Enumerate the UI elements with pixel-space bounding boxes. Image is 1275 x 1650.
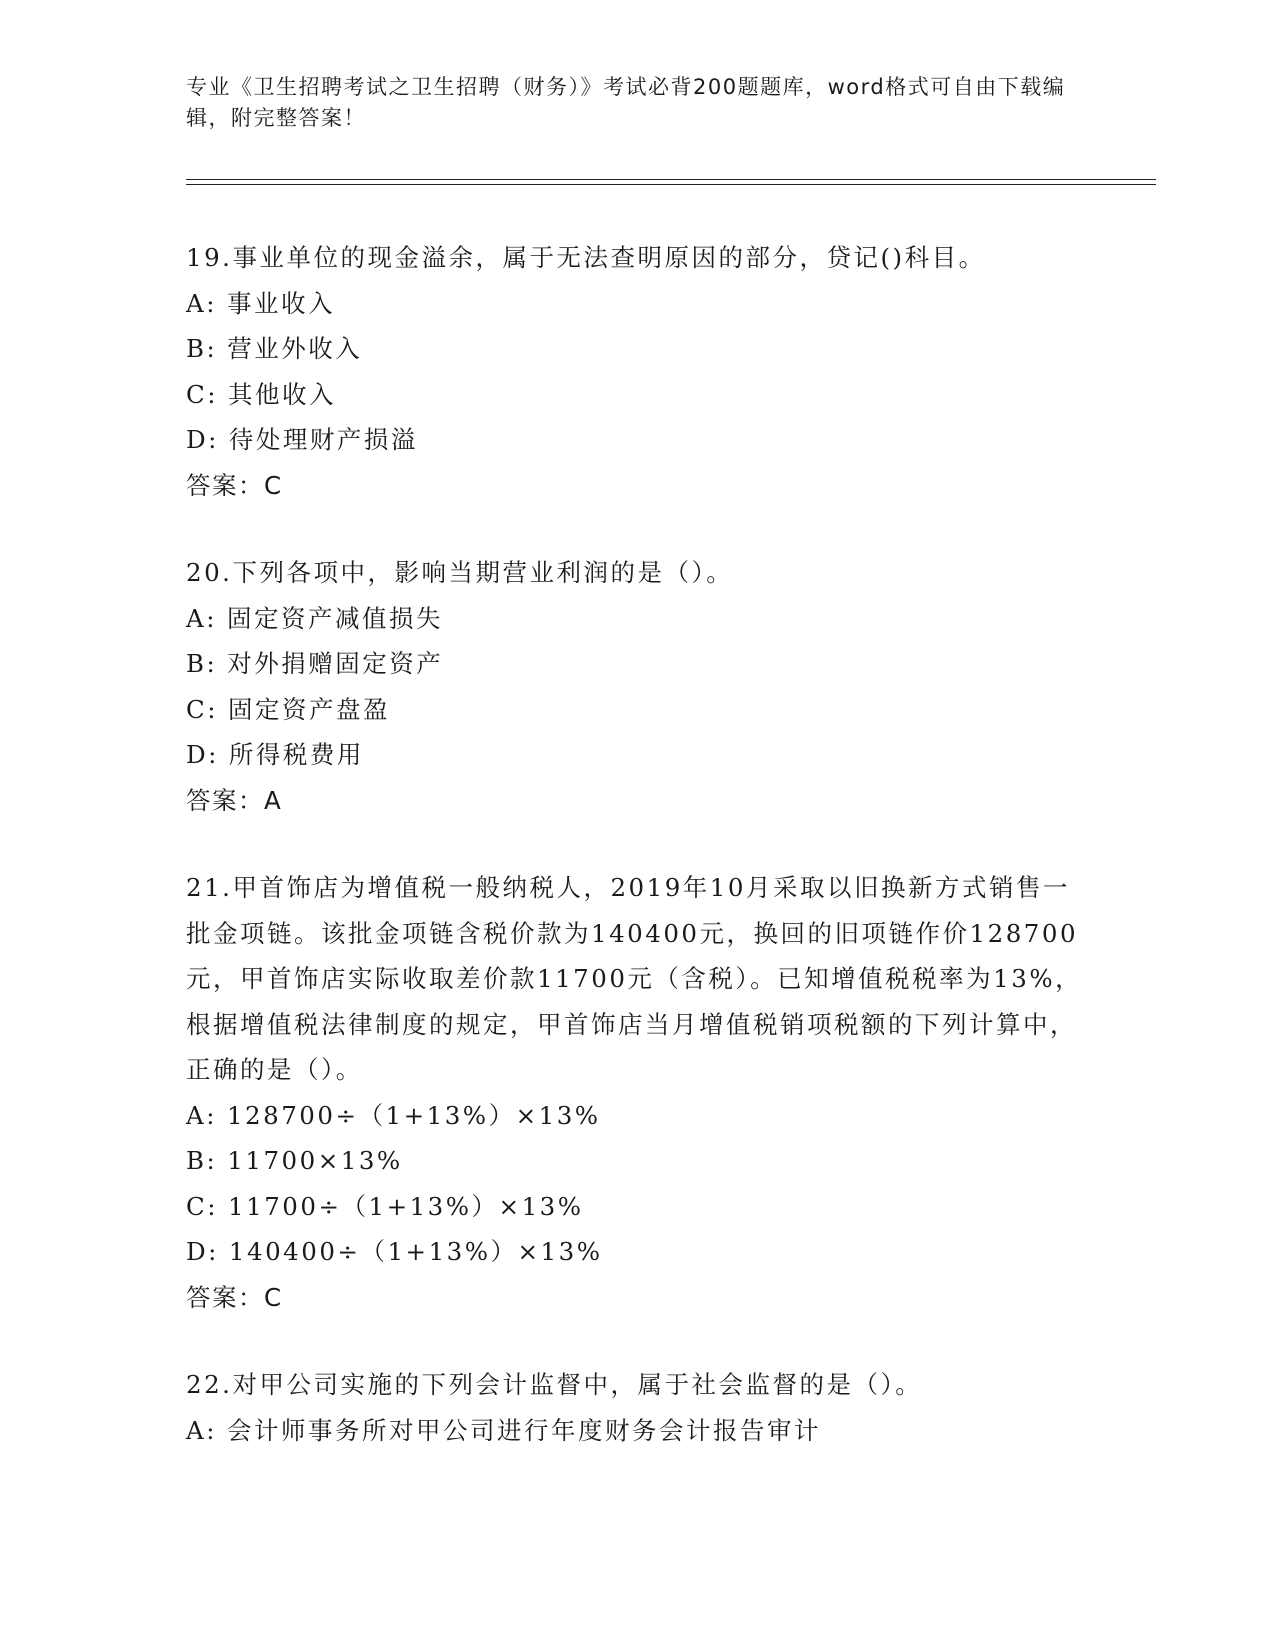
option-text: 营业外收入 [227,334,363,363]
option-c [186,1184,1086,1230]
option-letter: B: [186,334,218,363]
answer-line: 答案：C [186,1282,283,1312]
option-letter: D: [186,740,219,769]
question-22 [186,1362,1086,1453]
answer-line: 答案：A [186,785,283,815]
question-20 [186,550,1086,823]
option-d [186,732,1086,778]
option-text: 固定资产减值损失 [226,603,443,633]
option-letter: D: [186,425,219,454]
option-b [186,641,1086,687]
question-stem: 21.甲首饰店为增值税一般纳税人，2019年10月采取以旧换新方式销售一批金项链。该批金项链含税价款为140400元，换回的旧项链作价128700元，甲首饰店实际收取差价款11700元（含税）。已知增值税税率为13%，根据增值税法律制度的规定，甲首饰店当月增值税销项税额的下列计算中，正确的是（）。 [186,873,1083,1084]
option-text: 对外捐赠固定资产 [227,649,444,678]
option-text: 待处理财产损溢 [228,425,418,454]
question-19 [186,235,1086,508]
option-c [186,372,1086,418]
option-letter: A: [186,1100,217,1130]
question-stem: 20.下列各项中，影响当期营业利润的是（）。 [186,558,734,587]
option-text: 140400÷（1+13%）×13% [228,1237,603,1266]
option-text: 固定资产盘盈 [228,694,391,724]
question-stem: 22.对甲公司实施的下列会计监督中，属于社会监督的是（）。 [186,1370,923,1399]
option-letter: B: [186,1146,218,1175]
document-intro: 专业《卫生招聘考试之卫生招聘（财务）》考试必背200题题库，word格式可自由下载编辑，附完整答案！ [186,75,1066,130]
option-letter: A: [186,1415,217,1445]
option-c [186,687,1086,733]
option-b [186,326,1086,372]
option-letter: D: [186,1237,219,1266]
question-21 [186,865,1086,1320]
option-letter: A: [186,603,217,633]
option-letter: B: [186,649,218,678]
question-list [186,235,1086,1495]
option-text: 128700÷（1+13%）×13% [226,1100,601,1130]
option-b [186,1138,1086,1184]
option-letter: C: [186,694,219,724]
option-text: 事业收入 [226,288,335,318]
option-text: 会计师事务所对甲公司进行年度财务会计报告审计 [226,1415,821,1445]
answer-line: 答案：C [186,470,283,500]
option-text: 11700÷（1+13%）×13% [228,1191,584,1221]
option-a [186,596,1086,642]
option-letter: C: [186,1191,219,1221]
option-d [186,1229,1086,1275]
option-text: 其他收入 [228,379,337,409]
option-text: 所得税费用 [228,740,364,769]
option-text: 11700×13% [227,1146,403,1175]
option-a [186,1408,1086,1454]
option-letter: A: [186,288,217,318]
question-stem: 19.事业单位的现金溢余，属于无法查明原因的部分，贷记()科目。 [186,243,986,272]
option-a [186,1093,1086,1139]
header-divider-top [186,179,1156,180]
option-d [186,417,1086,463]
option-letter: C: [186,379,219,409]
option-a [186,281,1086,327]
header-divider-bottom [186,184,1156,185]
